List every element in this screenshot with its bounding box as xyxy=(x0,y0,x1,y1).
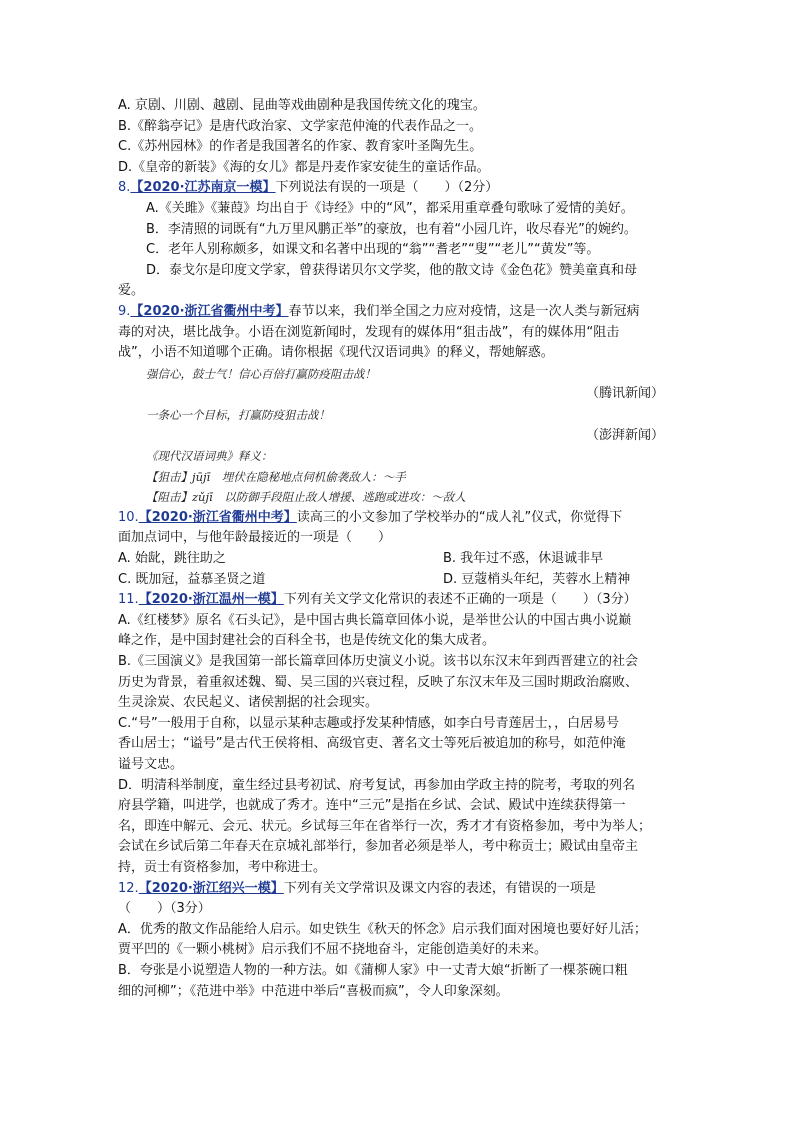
q11-option-d-line-5: 持，贡士有资格参加，考中称进士。 xyxy=(118,859,327,875)
q9-dict-title: 《现代汉语词典》释义： xyxy=(146,449,273,464)
q12-stem xyxy=(118,879,678,900)
q10-source-tag: 【2020·浙江省衢州中考】 xyxy=(138,509,297,525)
q12-source-tag: 【2020·浙江绍兴一模】 xyxy=(138,880,284,896)
q9-stem-text-1: 春节以来，我们举全国之力应对疫情，这是一次人类与新冠病 xyxy=(288,303,640,319)
q8-stem-text: 下列说法有误的一项是（ ）（2分） xyxy=(275,180,499,196)
q11-option-c-line-1: C.“号”一般用于自称，以显示某种志趣或抒发某种情感，如李白号青莲居士，，白居易号 xyxy=(118,715,620,731)
q9-quote-1: 强信心，鼓士气！信心百倍打赢防疫阻击战！ xyxy=(146,366,376,381)
q11-option-d-line-4: 会试在乡试后第二年春天在京城礼部举行，参加者必须是举人，考中称贡士；殿试由皇帝主 xyxy=(118,839,639,855)
q11-option-b-line-1: B.《三国演义》是我国第一部长篇章回体历史演义小说。该书以东汉末年到西晋建立的社会 xyxy=(118,654,639,670)
q12-option-b-line-2: 细的河柳”；《范进中举》中范进中举后“喜极而疯”，令人印象深刻。 xyxy=(118,983,509,999)
q11-option-d-line-2: 府县学籍，叫进学，也就成了秀才。连中“三元”是指在乡试、会试、殿试中连续获得第一 xyxy=(118,798,626,814)
q9-dict-entry-2: 【阻击】zǔjī 以防御手段阻止敌人增援、逃跑或进攻：～敌人 xyxy=(146,490,466,505)
q9-stem-line-3: 战”，小语不知道哪个正确。请你根据《现代汉语词典》的释义，帮她解惑。 xyxy=(118,345,554,361)
q9-quote-2: 一条心一个目标，打赢防疫狙击战！ xyxy=(146,407,330,422)
q12-number: 12. xyxy=(118,880,139,896)
q11-source-tag: 【2020·浙江温州一模】 xyxy=(138,592,284,608)
q8-source-tag: 【2020·江苏南京一模】 xyxy=(130,180,276,196)
q9-source-1: （腾讯新闻） xyxy=(585,386,664,402)
q11-option-d-line-1: D．明清科举制度，童生经过县考初试、府考复试，再参加由学政主持的院考，考取的列名 xyxy=(118,777,636,793)
q8-stem xyxy=(118,178,678,199)
q10-option-b: B. 我年过不惑，休退诚非早 xyxy=(443,551,604,567)
q12-option-b-line-1: B．夸张是小说塑造人物的一种方法。如《蒲柳人家》中一丈青大娘“折断了一棵茶碗口粗 xyxy=(118,962,628,978)
q9-source-2: （澎湃新闻） xyxy=(585,427,664,443)
q10-stem-line-2: 面加点词中，与他年龄最接近的一项是（ ） xyxy=(118,530,392,546)
q11-option-d-line-3: 名，即连中解元、会元、状元。乡试每三年在省举行一次，秀才才有资格参加，考中为举人； xyxy=(118,818,652,834)
q11-stem-text: 下列有关文学文化常识的表述不正确的一项是（ ）（3分） xyxy=(283,592,637,608)
q7-option-c: C.《苏州园林》的作者是我国著名的作家、教育家叶圣陶先生。 xyxy=(118,139,483,155)
q12-stem-line-2: （ ）（3分） xyxy=(118,901,211,917)
q8-option-d-cont: 爱。 xyxy=(118,283,145,299)
q8-option-a: A.《关雎》《蒹葭》均出自于《诗经》中的“风”，都采用重章叠句歌咏了爱情的美好。 xyxy=(146,200,634,216)
q11-number: 11. xyxy=(118,592,139,608)
q9-source-tag: 【2020·浙江省衢州中考】 xyxy=(130,303,289,319)
q10-option-a: A. 始龀，跳往助之 xyxy=(118,551,226,567)
q11-option-c-line-3: 谥号文忠。 xyxy=(118,757,184,772)
q11-option-b-line-2: 历史为背景，着重叙述魏、蜀、吴三国的兴衰过程，反映了东汉末年及三国时期政治腐败、 xyxy=(118,674,639,690)
q8-option-d: D．泰戈尔是印度文学家，曾获得诺贝尔文学奖，他的散文诗《金色花》赞美童真和母 xyxy=(146,262,638,278)
q10-number: 10. xyxy=(118,509,139,525)
q10-options-row-2 xyxy=(118,570,678,591)
q11-option-c-line-2: 香山居士；“谥号”是古代王侯将相、高级官吏、著名文士等死后被追加的称号，如范仲淹 xyxy=(118,736,626,752)
q7-option-a: A. 京剧、川剧、越剧、昆曲等戏曲剧种是我国传统文化的瑰宝。 xyxy=(118,98,486,113)
q12-option-a-line-2: 贾平凹的《一颗小桃树》启示我们不屈不挠地奋斗，定能创造美好的未来。 xyxy=(118,942,548,958)
q9-number: 9. xyxy=(118,303,131,319)
q11-option-a-line-1: A.《红楼梦》原名《石头记》，是中国古典长篇章回体小说，是举世公认的中国古典小说巅 xyxy=(118,612,632,628)
q9-stem xyxy=(118,302,678,323)
q10-options-row-1 xyxy=(118,549,678,570)
q11-option-b-line-3: 生灵涂炭、农民起义、诸侯割据的社会现实。 xyxy=(118,695,379,711)
q8-option-c: C．老年人别称颇多，如课文和名著中出现的“翁”“耆老”“叟”“老儿”“黄发”等。 xyxy=(146,242,600,258)
q8-number: 8. xyxy=(118,180,131,196)
q10-option-d: D. 豆蔻梢头年纪，芙蓉水上精神 xyxy=(443,571,631,587)
q11-option-a-line-2: 峰之作，是中国封建社会的百科全书，也是传统文化的集大成者。 xyxy=(118,633,496,649)
q10-stem-text-1: 读高三的小文参加了学校举办的“成人礼”仪式，你觉得下 xyxy=(296,509,623,525)
q10-stem xyxy=(118,508,678,529)
q10-option-c: C. 既加冠，益慕圣贤之道 xyxy=(118,571,266,587)
q7-option-b: B.《醉翁亭记》是唐代政治家、文学家范仲淹的代表作品之一。 xyxy=(118,118,483,134)
q9-dict-entry-1: 【狙击】jūjī 埋伏在隐秘地点伺机偷袭敌人：～手 xyxy=(146,469,406,484)
q9-stem-line-2: 毒的对决，堪比战争。小语在浏览新闻时，发现有的媒体用“狙击战”，有的媒体用“阻击 xyxy=(118,324,620,340)
q11-stem xyxy=(118,590,678,611)
q12-option-a-line-1: A．优秀的散文作品能给人启示。如史铁生《秋天的怀念》启示我们面对困境也要好好儿活； xyxy=(118,921,647,937)
q8-option-b: B．李清照的词既有“九万里风鹏正举”的豪放，也有着“小园几许，收尽春光”的婉约。 xyxy=(146,221,637,237)
document-page xyxy=(118,96,678,1002)
q12-stem-text-1: 下列有关文学常识及课文内容的表述，有错误的一项是 xyxy=(283,880,596,896)
q7-option-d: D.《皇帝的新装》《海的女儿》都是丹麦作家安徒生的童话作品。 xyxy=(118,159,490,175)
